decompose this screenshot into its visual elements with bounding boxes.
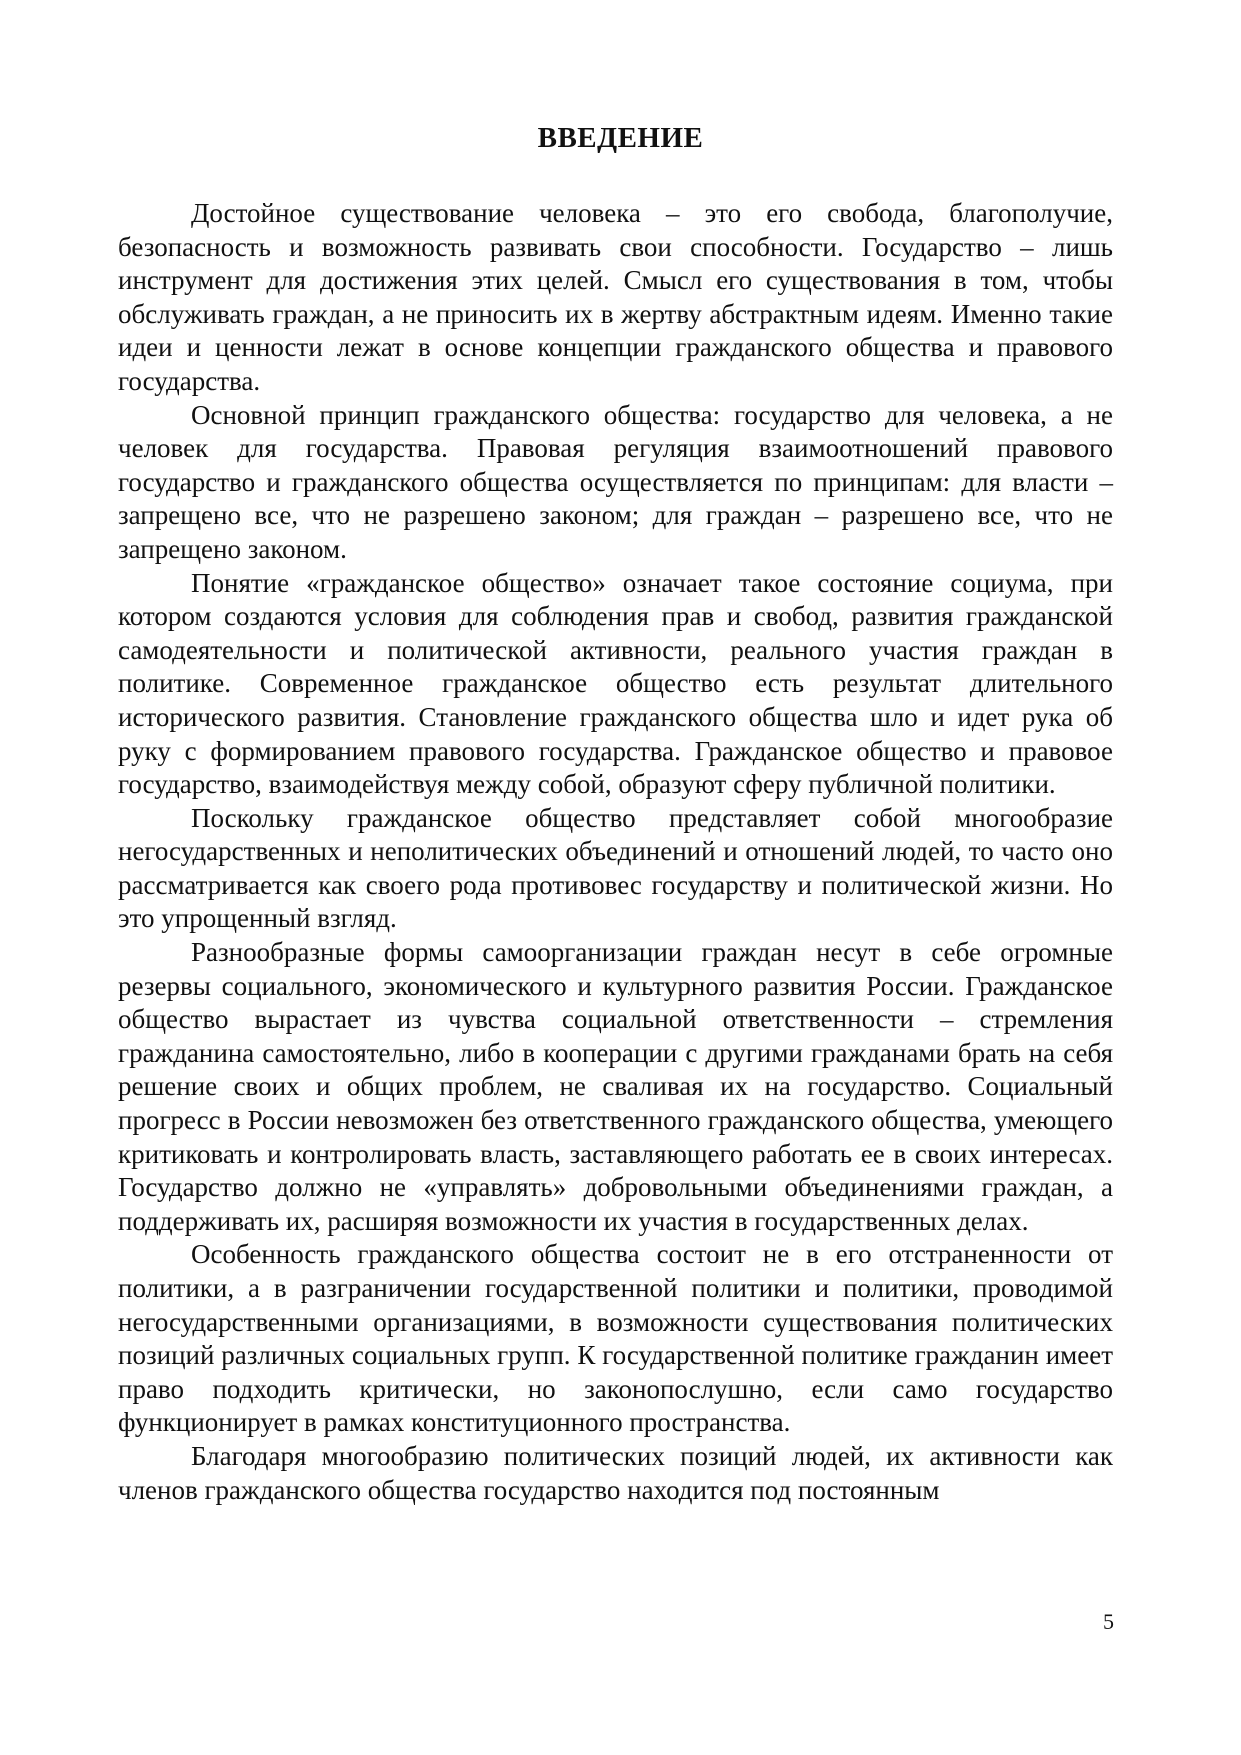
paragraph: Поскольку гражданское общество представляет собой многообразие негосударственных и неполитических объединений и отношений людей, то часто оно рассматривается как своего рода противовес государству и политической жизни. Но это упрощенный взгляд. <box>118 802 1113 934</box>
paragraph: Разнообразные формы самоорганизации граждан несут в себе огромные резервы социального, экономического и культурного развития России. Гражданское общество вырастает из чувства социальной ответственности – стремления гражданина самостоятельно, либо в кооперации с другими гражданами брать на себя решение своих и общих проблем, не сваливая их на государство. Социальный прогресс в России невозможен без ответственного гражданского общества, умеющего критиковать и контролировать власть, заставляющего работать ее в своих интересах. Государство должно не «управлять» добровольными объединениями граждан, а поддерживать их, расширяя возможности их участия в государственных делах. <box>118 937 1113 1236</box>
paragraph: Понятие «гражданское общество» означает такое состояние социума, при котором создаются условия для соблюдения прав и свобод, развития гражданской самодеятельности и политической активности, реального участия граждан в политике. Современное гражданское общество есть результат длительного исторического развития. Становление гражданского общества шло и идет рука об руку с формированием правового государства. Гражданское общество и правовое государство, взаимодействуя между собой, образуют сферу публичной политики. <box>118 567 1113 800</box>
paragraph: Благодаря многообразию политических позиций людей, их активности как членов гражданского общества государство находится под постоянным <box>118 1440 1113 1505</box>
paragraph: Основной принцип гражданского общества: государство для человека, а не человек для государства. Правовая регуляция взаимоотношений правового государство и гражданского общества осуществляется по принципам: для власти – запрещено все, что не разрешено законом; для граждан – разрешено все, что не запрещено законом. <box>118 399 1113 564</box>
page-number: 5 <box>1103 1609 1114 1634</box>
paragraph: Особенность гражданского общества состоит не в его отстраненности от политики, а в разграничении государственной политики и политики, проводимой негосударственными организациями, в возможности существования политических позиций различных социальных групп. К государственной политике гражданин имеет право подходить критически, но законопослушно, если само государство функционирует в рамках конституционного пространства. <box>118 1239 1113 1438</box>
page-title: ВВЕДЕНИЕ <box>537 122 704 154</box>
document-body <box>118 197 1113 1507</box>
paragraph: Достойное существование человека – это его свобода, благополучие, безопасность и возможность развивать свои способности. Государство – лишь инструмент для достижения этих целей. Смысл его существования в том, чтобы обслуживать граждан, а не приносить их в жертву абстрактным идеям. Именно такие идеи и ценности лежат в основе концепции гражданского общества и правового государства. <box>118 198 1113 396</box>
